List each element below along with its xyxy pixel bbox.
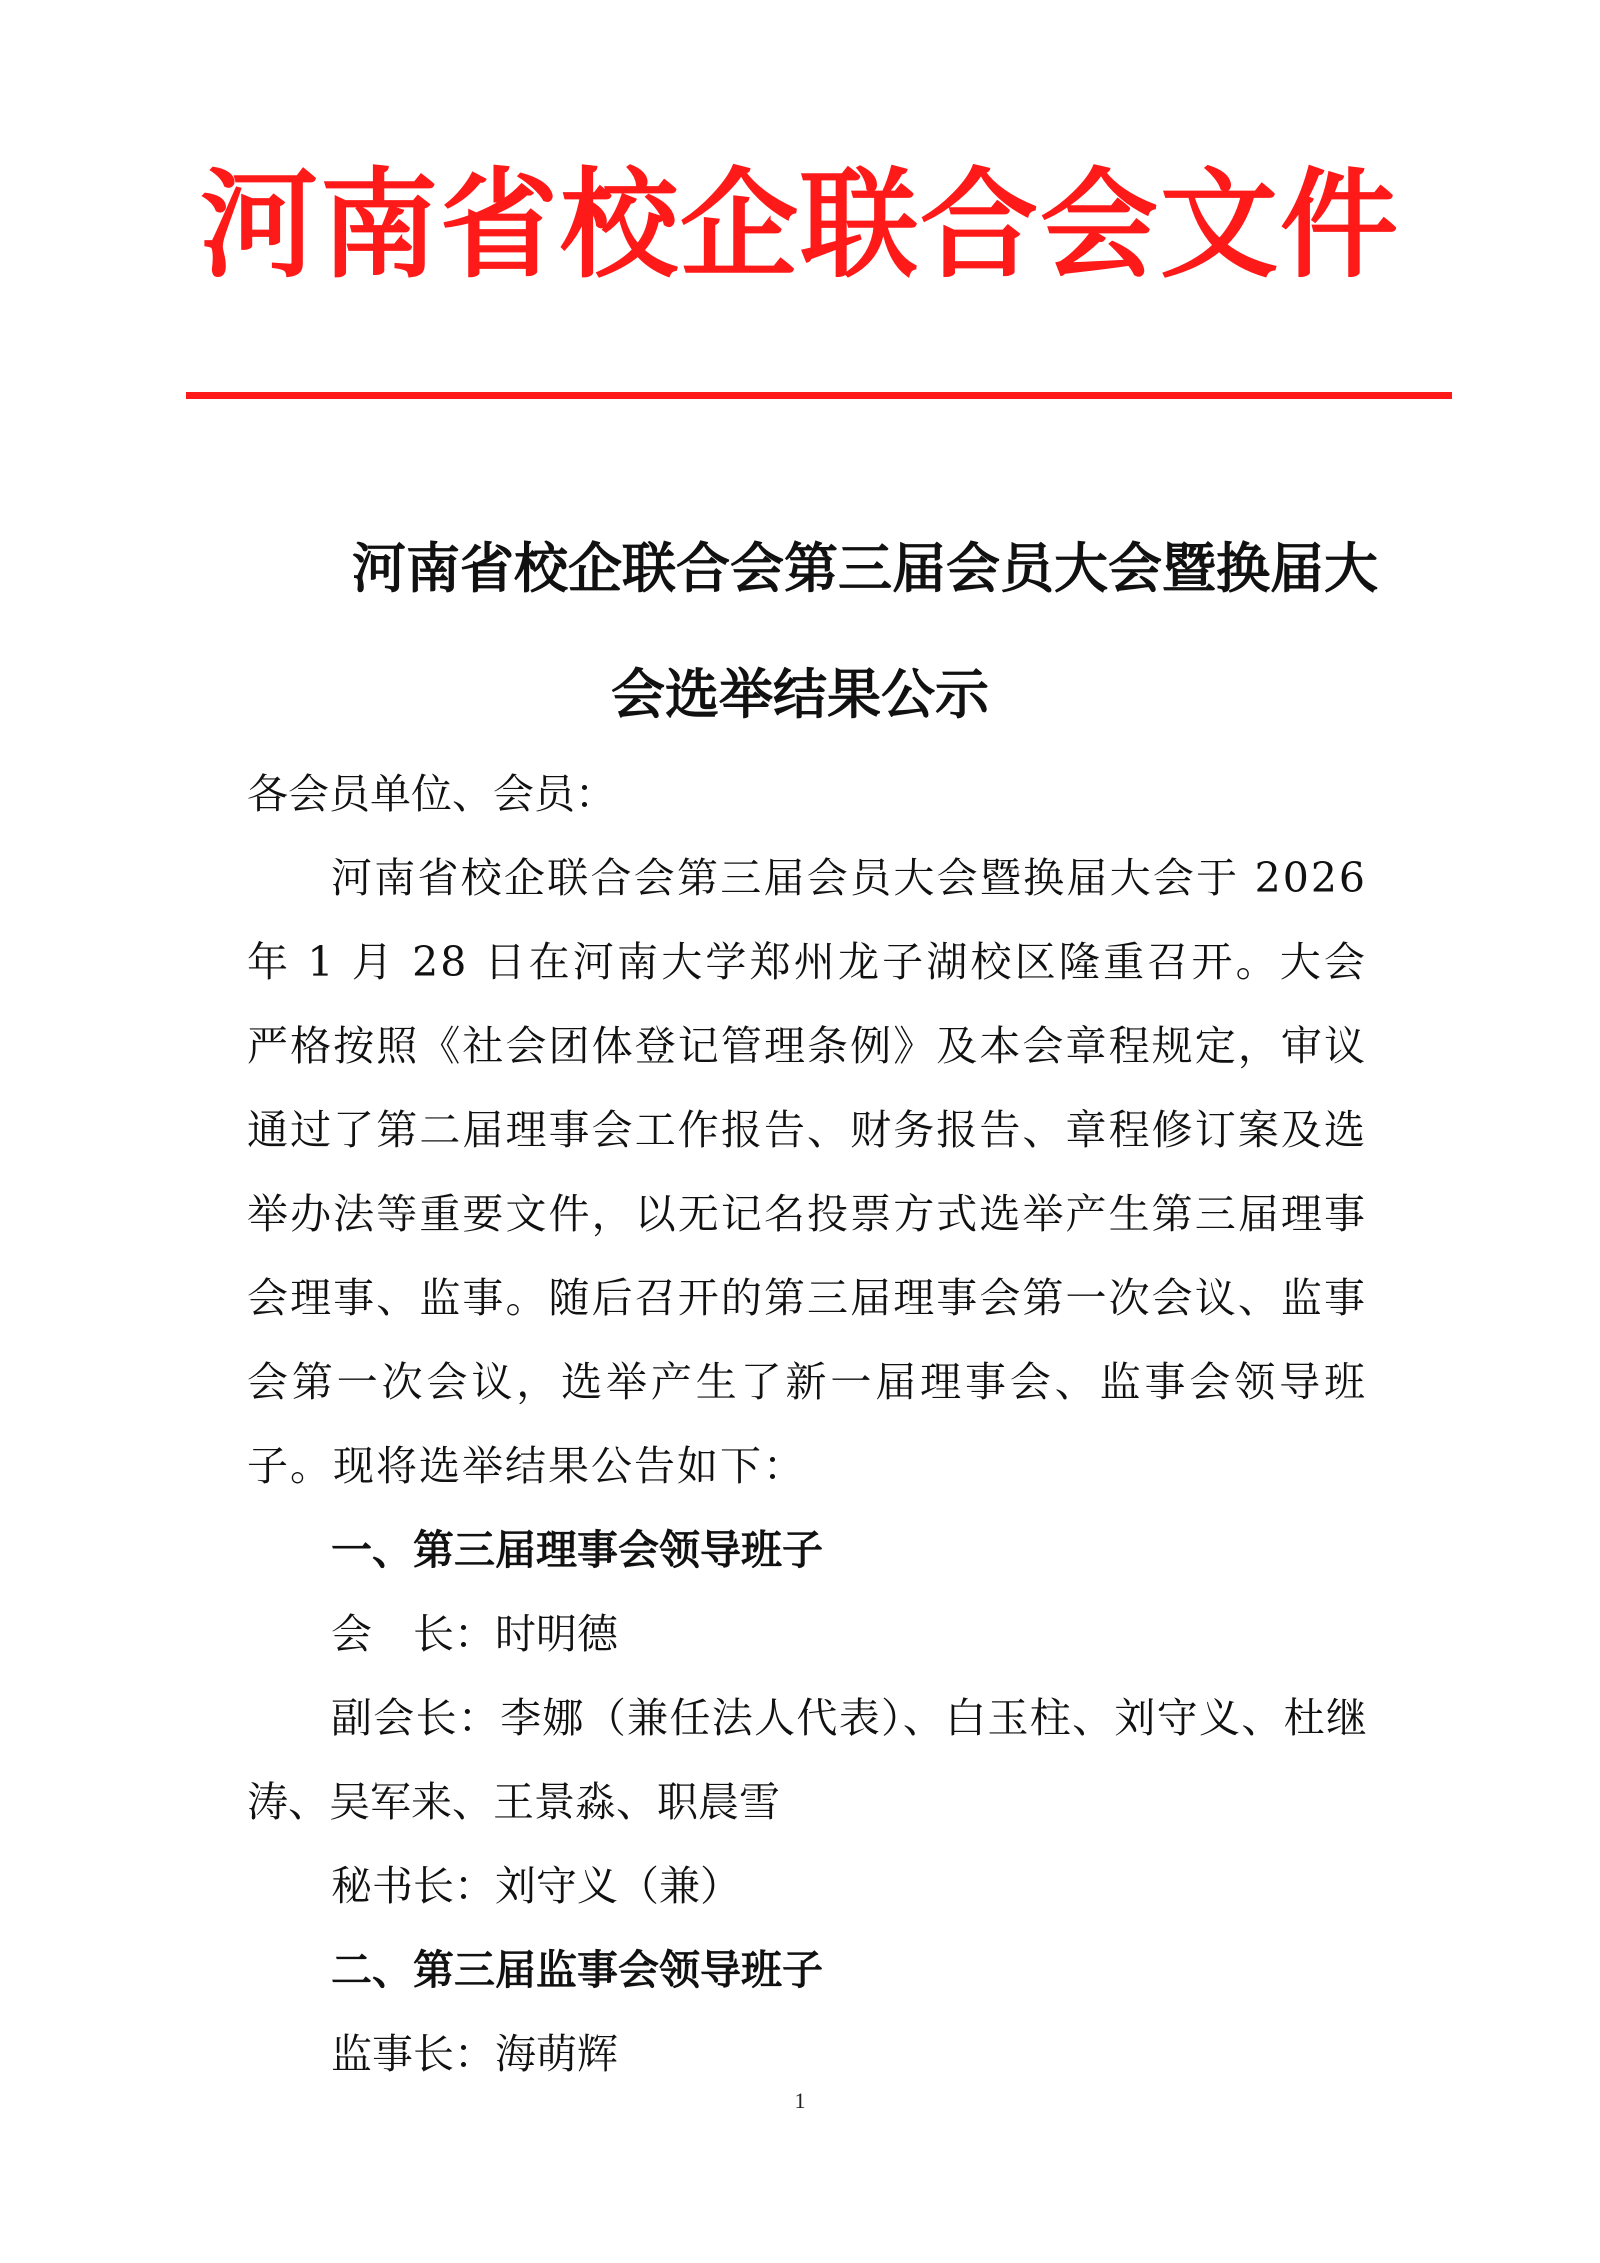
document-title-line-1: 河南省校企联合会第三届会员大会暨换届大 xyxy=(352,536,1378,600)
vice-presidents-entry: 副会长：李娜（兼任法人代表）、白玉柱、刘守义、杜继涛、吴军来、王景淼、职晨雪 xyxy=(247,1694,1367,1826)
chief-supervisor-entry: 监事长：海萌辉 xyxy=(331,2030,618,2078)
document-title xyxy=(0,505,1600,757)
secretary-general-entry: 秘书长：刘守义（兼） xyxy=(331,1862,741,1910)
red-divider-line xyxy=(186,392,1452,399)
document-body xyxy=(247,752,1367,2096)
announcement-paragraph: 河南省校企联合会第三届会员大会暨换届大会于 2026 年 1 月 28 日在河南大学郑州龙子湖校区隆重召开。大会严格按照《社会团体登记管理条例》及本会章程规定，审议通过了第二届理事会工作报告、财务报告、章程修订案及选举办法等重要文件，以无记名投票方式选举产生第三届理事会理事、监事。随后召开的第三届理事会第一次会议、监事会第一次会议，选举产生了新一届理事会、监事会领导班子。现将选举结果公告如下： xyxy=(247,854,1367,1490)
president-entry: 会 长：时明德 xyxy=(331,1610,618,1658)
salutation: 各会员单位、会员： xyxy=(247,770,616,818)
page-number: 1 xyxy=(794,2088,806,2113)
section-heading-council: 一、第三届理事会领导班子 xyxy=(331,1526,823,1574)
document-title-line-2: 会选举结果公示 xyxy=(611,662,989,726)
document-masthead: 河南省校企联合会文件 xyxy=(199,156,1400,294)
section-heading-supervisory-board: 二、第三届监事会领导班子 xyxy=(331,1946,823,1994)
